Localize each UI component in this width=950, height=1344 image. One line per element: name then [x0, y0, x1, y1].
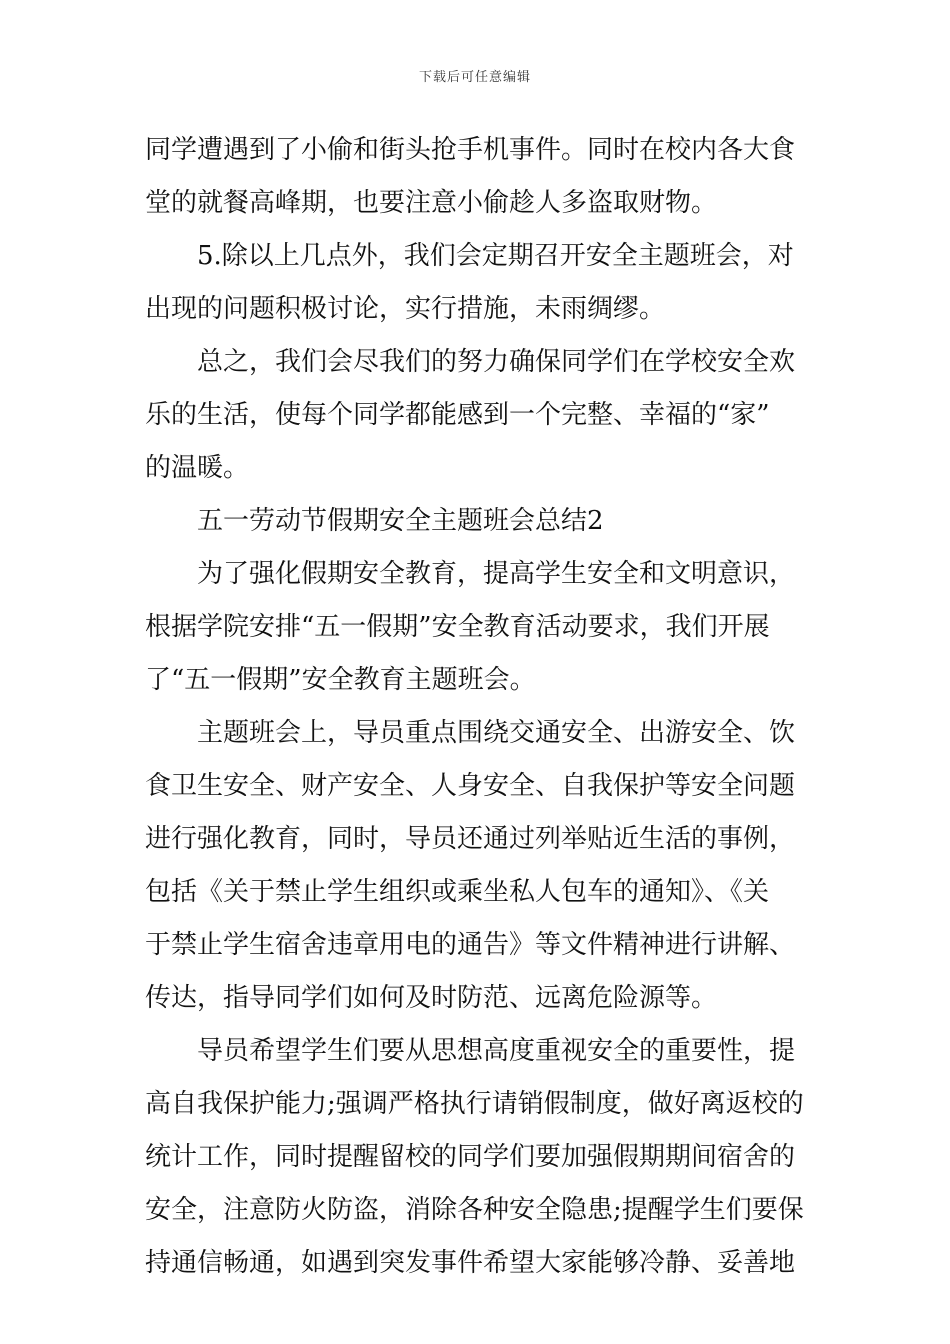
paragraph-6	[145, 707, 810, 1025]
text-line: 总之，我们会尽我们的努力确保同学们在学校安全欢	[197, 347, 796, 377]
text-line: 进行强化教育，同时，导员还通过列举贴近生活的事例，	[145, 824, 796, 854]
section-heading: 五一劳动节假期安全主题班会总结2	[197, 506, 604, 536]
text-line: 食卫生安全、财产安全、人身安全、自我保护等安全问题	[145, 771, 796, 801]
paragraph-3	[145, 336, 810, 495]
text-line: 同学遭遇到了小偷和街头抢手机事件。同时在校内各大食	[145, 135, 796, 165]
text-line: 5.除以上几点外，我们会定期召开安全主题班会，对	[197, 241, 794, 271]
text-line: 的温暖。	[145, 453, 250, 483]
text-line: 传达，指导同学们如何及时防范、远离危险源等。	[145, 983, 718, 1013]
text-line: 乐的生活，使每个同学都能感到一个完整、幸福的“家”	[145, 400, 770, 430]
paragraph-2	[145, 230, 810, 336]
page-header: 下载后可任意编辑	[418, 70, 531, 85]
text-line: 导员希望学生们要从思想高度重视安全的重要性，提	[197, 1036, 796, 1066]
text-line: 根据学院安排“五一假期”安全教育活动要求，我们开展	[145, 612, 770, 642]
document-body	[145, 124, 810, 1290]
section-title	[145, 495, 810, 548]
text-line: 堂的就餐高峰期，也要注意小偷趁人多盗取财物。	[145, 188, 718, 218]
text-line: 包括《关于禁止学生组织或乘坐私人包车的通知》、《关	[145, 877, 770, 907]
paragraph-7	[145, 1025, 810, 1290]
text-line: 统计工作，同时提醒留校的同学们要加强假期期间宿舍的	[145, 1142, 796, 1172]
text-line: 高自我保护能力;强调严格执行请销假制度，做好离返校的	[145, 1089, 804, 1119]
text-line: 主题班会上，导员重点围绕交通安全、出游安全、饮	[197, 718, 796, 748]
text-line: 安全，注意防火防盗，消除各种安全隐患;提醒学生们要保	[145, 1195, 804, 1225]
text-line: 于禁止学生宿舍违章用电的通告》等文件精神进行讲解、	[145, 930, 796, 960]
text-line: 了“五一假期”安全教育主题班会。	[145, 665, 536, 695]
text-line: 持通信畅通，如遇到突发事件希望大家能够冷静、妥善地	[145, 1248, 796, 1278]
text-line: 出现的问题积极讨论，实行措施，未雨绸缪。	[145, 294, 666, 324]
text-line: 为了强化假期安全教育，提高学生安全和文明意识，	[197, 559, 796, 589]
paragraph-1	[145, 124, 810, 230]
paragraph-5	[145, 548, 810, 707]
